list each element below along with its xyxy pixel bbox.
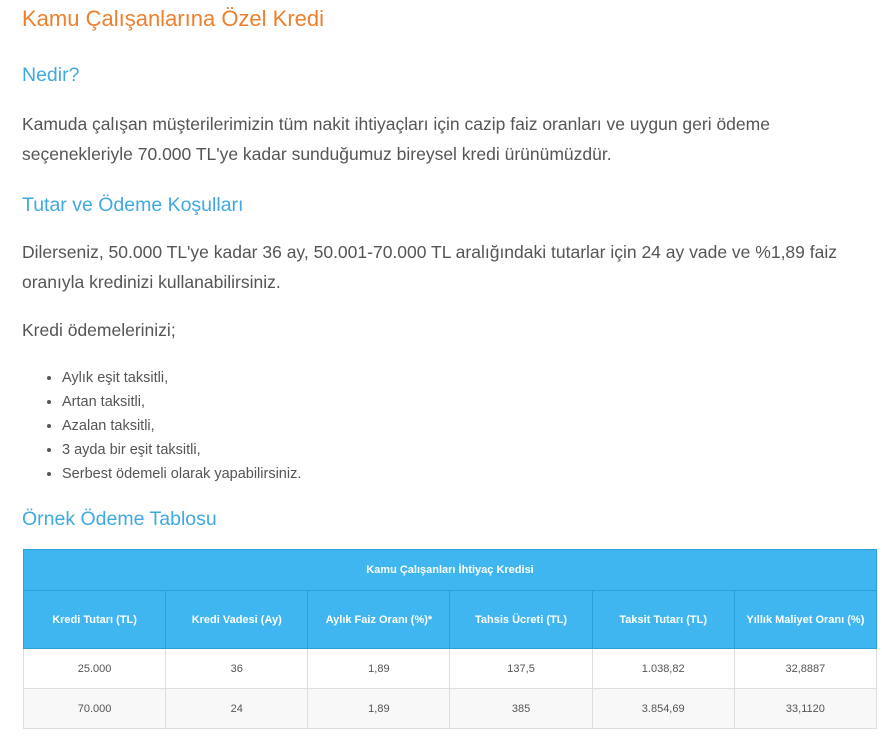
- what-description: Kamuda çalışan müşterilerimizin tüm nakit ihtiyaçları için cazip faiz oranları ve uygun geri ödeme seçenekleriyle 70.000 TL'ye kadar sunduğumuz bireysel kredi ürünümüzdür.: [22, 114, 770, 164]
- page-title: Kamu Çalışanlarına Özel Kredi: [22, 6, 325, 31]
- section-heading-table: Örnek Ödeme Tablosu: [22, 508, 217, 530]
- column-header: Tahsis Ücreti (TL): [450, 591, 592, 649]
- table-cell: 1,89: [308, 649, 450, 689]
- table-cell: 385: [450, 689, 592, 729]
- table-cell: 32,8887: [734, 649, 876, 689]
- payment-intro: Kredi ödemelerinizi;: [22, 320, 176, 340]
- terms-description: Dilerseniz, 50.000 TL'ye kadar 36 ay, 50.001-70.000 TL aralığındaki tutarlar için 24 ay vade ve %1,89 faiz oranıyla kredinizi kullanabilirsiniz.: [22, 242, 837, 292]
- list-item: • Serbest ödemeli olarak yapabilirsiniz.: [62, 462, 301, 486]
- table-row: [24, 649, 877, 689]
- table-cell: 70.000: [24, 689, 166, 729]
- table-cell: 1.038,82: [592, 649, 734, 689]
- column-header: Kredi Vadesi (Ay): [166, 591, 308, 649]
- payment-table: [23, 549, 877, 729]
- table-cell: 25.000: [24, 649, 166, 689]
- section-heading-what: Nedir?: [22, 64, 80, 86]
- column-header: Yıllık Maliyet Oranı (%): [734, 591, 876, 649]
- table-row: [24, 689, 877, 729]
- list-item: • Artan taksitli,: [62, 390, 301, 414]
- table-cell: 137,5: [450, 649, 592, 689]
- table-cell: 3.854,69: [592, 689, 734, 729]
- column-header: Taksit Tutarı (TL): [592, 591, 734, 649]
- list-item: • 3 ayda bir eşit taksitli,: [62, 438, 301, 462]
- column-header: Aylık Faiz Oranı (%)*: [308, 591, 450, 649]
- section-heading-terms: Tutar ve Ödeme Koşulları: [22, 194, 244, 216]
- table-caption: Kamu Çalışanları İhtiyaç Kredisi: [24, 550, 877, 591]
- column-header: Kredi Tutarı (TL): [24, 591, 166, 649]
- table-cell: 33,1120: [734, 689, 876, 729]
- list-item: • Aylık eşit taksitli,: [62, 366, 301, 390]
- payment-options-list: [40, 366, 301, 486]
- table-cell: 1,89: [308, 689, 450, 729]
- table-cell: 24: [166, 689, 308, 729]
- table-cell: 36: [166, 649, 308, 689]
- list-item: • Azalan taksitli,: [62, 414, 301, 438]
